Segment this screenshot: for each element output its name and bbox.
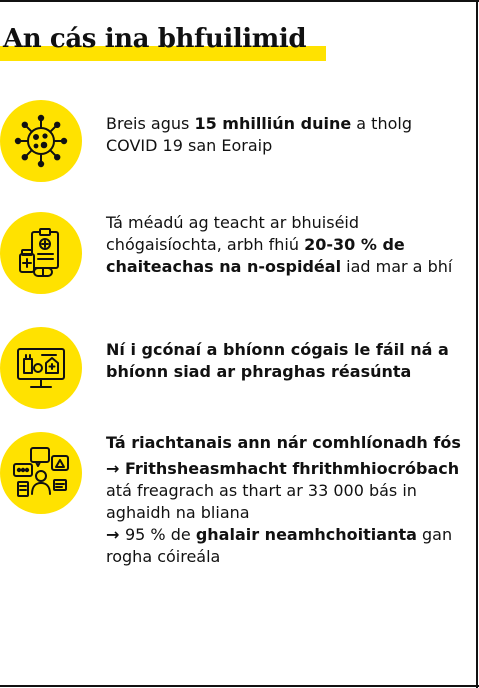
item-covid	[0, 100, 470, 182]
text-segment: atá freagrach as thart ar 33 000 bás in aghaidh na bliana	[106, 481, 417, 522]
item-text	[106, 113, 466, 157]
text-segment: iad mar a bhí	[341, 257, 453, 276]
item-heading: Tá riachtanais ann nár comhlíonadh fós	[106, 433, 461, 452]
item-unmet-needs	[0, 432, 470, 602]
text-segment: 95 % de	[124, 525, 196, 544]
item-text	[106, 212, 466, 278]
text-segment: Breis agus	[106, 114, 195, 133]
arrow-icon: →	[106, 459, 125, 478]
medicine-budget-icon	[0, 212, 82, 294]
text-highlight: Frithsheasmhacht fhrithmhiocróbach	[124, 459, 460, 478]
item-budgets	[0, 212, 470, 298]
right-border	[476, 0, 478, 688]
text-highlight: 20-30 % de chaiteachas na n-ospidéal	[106, 235, 405, 276]
text-highlight: 15 mhilliún duine	[194, 114, 352, 133]
title-block	[0, 22, 306, 56]
bullet-line	[106, 524, 466, 568]
top-border	[0, 0, 479, 2]
text-segment: a tholg COVID 19 san Eoraip	[106, 114, 412, 155]
bottom-border	[0, 685, 479, 687]
monitor-icon	[0, 327, 82, 409]
item-availability	[0, 327, 470, 409]
text-segment: Tá méadú ag teacht ar bhuiséid chógaisíochta, arbh fhiú	[106, 213, 360, 254]
text-highlight: ghalair neamhchoitianta	[195, 525, 417, 544]
text-highlight: Ní i gcónaí a bhíonn cógais le fáil ná a bhíonn siad ar phraghas réasúnta	[106, 340, 449, 381]
needs-icon	[0, 432, 82, 514]
bullet-line	[106, 458, 466, 524]
item-text	[106, 339, 466, 383]
item-text	[106, 432, 466, 568]
arrow-icon: →	[106, 525, 125, 544]
virus-icon	[0, 100, 82, 182]
page-title: An cás ina bhfuilimid	[3, 24, 307, 54]
text-segment: gan rogha cóireála	[106, 525, 453, 566]
